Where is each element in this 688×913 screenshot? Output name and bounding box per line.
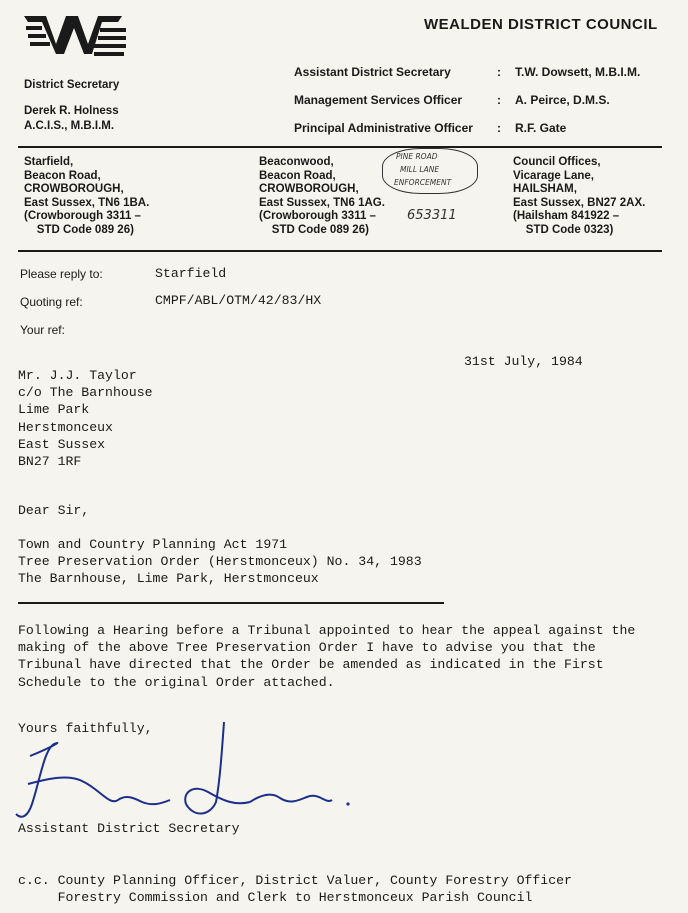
cc-list: c.c. County Planning Officer, District Valuer, County Forestry Officer Forestry Commission and Clerk to Herstmonceux Parish Council: [18, 873, 572, 906]
handwritten-signature: [10, 720, 370, 830]
letter-date: 31st July, 1984: [464, 354, 583, 369]
quoting-ref-label: Quoting ref:: [20, 295, 83, 309]
district-secretary-name: Derek R. Holness: [24, 105, 119, 117]
handwritten-note-line: ENFORCEMENT: [394, 178, 452, 187]
officer-colon: :: [497, 93, 501, 107]
officer-name: T.W. Dowsett, M.B.I.M.: [515, 65, 641, 79]
recipient-address: Mr. J.J. Taylor c/o The Barnhouse Lime Park Herstmonceux East Sussex BN27 1RF: [18, 368, 153, 470]
officer-title: Assistant District Secretary: [294, 65, 451, 79]
closing: Yours faithfully,: [18, 721, 153, 736]
office-address-starfield: Starfield, Beacon Road, CROWBOROUGH, East Sussex, TN6 1BA. (Crowborough 3311 – STD Code 089 26): [24, 156, 150, 236]
header-rule-top: [18, 146, 662, 148]
district-secretary-quals: A.C.I.S., M.B.I.M.: [24, 120, 115, 132]
officer-title: Principal Administrative Officer: [294, 121, 473, 135]
organisation-name: WEALDEN DISTRICT COUNCIL: [424, 16, 658, 33]
header-rule-bottom: [18, 250, 662, 252]
subject-heading: Town and Country Planning Act 1971 Tree Preservation Order (Herstmonceux) No. 34, 1983 The Barnhouse, Lime Park, Herstmonceux: [18, 537, 422, 587]
subject-divider: [18, 602, 444, 604]
council-logo: [22, 14, 130, 60]
office-address-hailsham: Council Offices, Vicarage Lane, HAILSHAM, East Sussex, BN27 2AX. (Hailsham 841922 – STD Code 0323): [513, 156, 646, 236]
reply-to-label: Please reply to:: [20, 267, 103, 281]
reply-to-value: Starfield: [155, 266, 227, 281]
signatory-title: Assistant District Secretary: [18, 821, 240, 836]
district-secretary-title: District Secretary: [24, 79, 120, 91]
officer-name: R.F. Gate: [515, 121, 567, 135]
officer-colon: :: [497, 121, 501, 135]
quoting-ref-value: CMPF/ABL/OTM/42/83/HX: [155, 293, 322, 308]
officer-title: Management Services Officer: [294, 93, 463, 107]
office-address-beaconwood: Beaconwood, Beacon Road, CROWBOROUGH, East Sussex, TN6 1AG. (Crowborough 3311 – STD Code 089 26): [259, 156, 385, 236]
handwritten-note-line: PINE ROAD: [396, 152, 438, 161]
salutation: Dear Sir,: [18, 503, 90, 518]
officer-colon: :: [497, 65, 501, 79]
letter-body: Following a Hearing before a Tribunal appointed to hear the appeal against the making of the above Tree Preservation Order I have to advise you that the Tribunal have directed that the Order be amended as indicated in the First Schedule to the original Order attached.: [18, 623, 636, 690]
handwritten-note-line: MILL LANE: [400, 165, 440, 174]
officer-name: A. Peirce, D.M.S.: [515, 93, 610, 107]
handwritten-phone-number: 653311: [407, 208, 457, 223]
your-ref-label: Your ref:: [20, 323, 65, 337]
